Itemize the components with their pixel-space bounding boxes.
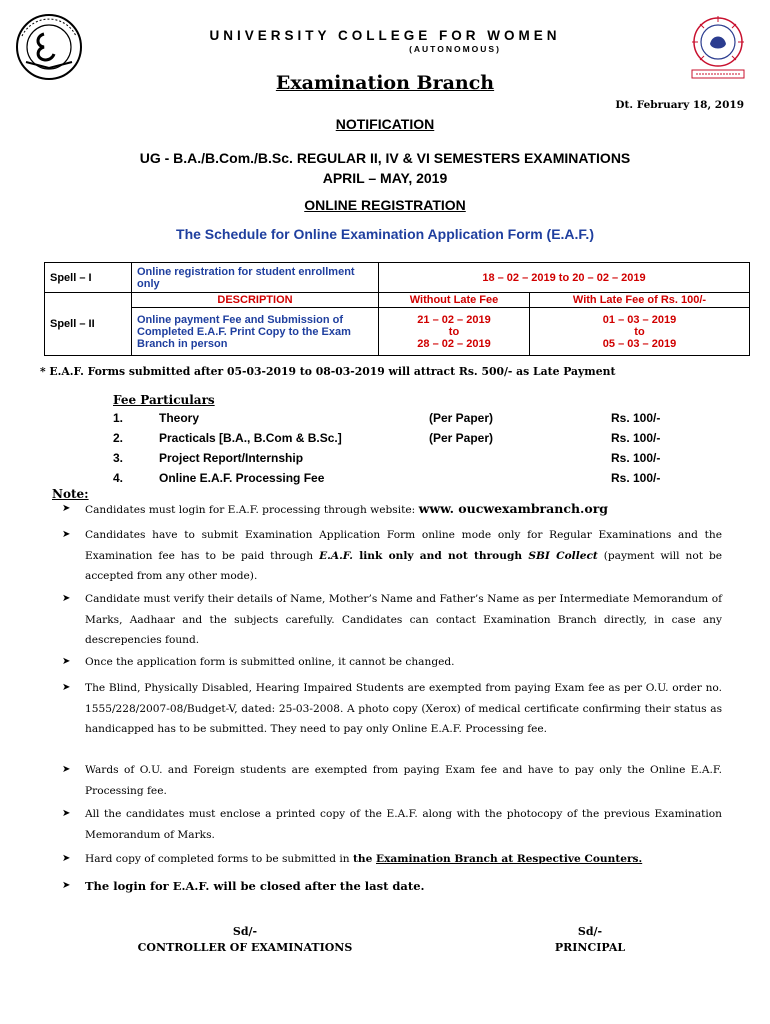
note-item [62, 804, 722, 845]
controller-title: CONTROLLER OF EXAMINATIONS [137, 941, 353, 954]
table-row [45, 263, 750, 293]
note-emphasis: link only and not through [352, 549, 529, 562]
fee-item-name: Online E.A.F. Processing Fee [159, 471, 325, 485]
arrow-bullet-icon: ➤ [62, 593, 71, 604]
arrow-bullet-icon: ➤ [62, 529, 71, 540]
note-heading: Note: [52, 487, 89, 501]
website-link[interactable]: www. oucwexambranch.org [418, 501, 609, 516]
with-late-fee-dates [530, 308, 750, 356]
arrow-bullet-icon: ➤ [62, 880, 71, 891]
exam-title: UG - B.A./B.Com./B.Sc. REGULAR II, IV & VI SEMESTERS EXAMINATIONS [139, 150, 631, 166]
spell2-label: Spell – II [45, 293, 132, 356]
without-late-to-word: to [448, 325, 460, 338]
with-late-to-word: to [634, 325, 645, 338]
note-item [62, 876, 722, 897]
arrow-bullet-icon: ➤ [62, 503, 71, 514]
online-registration-heading: ONLINE REGISTRATION [304, 197, 466, 213]
fee-item-number: 4. [113, 471, 124, 485]
fee-item-number: 1. [113, 411, 124, 425]
notification-heading: NOTIFICATION [335, 116, 435, 132]
table-row [45, 293, 750, 308]
arrow-bullet-icon: ➤ [62, 682, 71, 693]
note-text: All the candidates must enclose a printed copy of the E.A.F. along with the photocopy of the previous Examination Memorandum of Marks. [85, 808, 722, 841]
fee-item-per: (Per Paper) [429, 431, 494, 445]
note-text: Once the application form is submitted online, it cannot be changed. [85, 656, 455, 668]
note-emphasis: the [352, 853, 376, 865]
table-row [45, 308, 750, 356]
note-text: Candidates have to submit Examination Application Form online mode only for Regular Examinations and the Examination fee has to be paid through [85, 529, 722, 562]
note-item [62, 760, 722, 801]
spell2-description: Online payment Fee and Submission of Completed E.A.F. Print Copy to the Exam Branch in person [132, 308, 379, 356]
exam-period: APRIL – MAY, 2019 [322, 170, 448, 186]
fee-item-amount: Rs. 100/- [611, 471, 661, 485]
note-text: The Blind, Physically Disabled, Hearing Impaired Students are exempted from paying Exam fee as per O.U. order no. 1555/228/2007-08/Budget-V, dated: 25-03-2008. A photo copy (Xerox) of medical certificate confirming their status as handicapped has to be submitted. They need to pay only Online E.A.F. Processing fee. [85, 682, 722, 735]
schedule-title: The Schedule for Online Examination Application Form (E.A.F.) [176, 226, 594, 242]
with-late-to: 05 – 03 – 2019 [602, 337, 677, 350]
notification-date: Dt. February 18, 2019 [615, 99, 744, 111]
note-emphasis: Examination Branch at Respective Counters. [376, 853, 643, 865]
fee-item-per: (Per Paper) [429, 411, 494, 425]
without-late-fee-header: Without Late Fee [379, 293, 530, 308]
without-late-to: 28 – 02 – 2019 [417, 337, 491, 350]
without-late-fee-dates [379, 308, 530, 356]
note-item [62, 678, 722, 740]
note-emphasis: SBI Collect [528, 549, 598, 562]
note-emphasis: E.A.F. [319, 549, 353, 562]
spell1-description: Online registration for student enrollment only [132, 263, 379, 293]
arrow-bullet-icon: ➤ [62, 853, 71, 864]
note-item [62, 589, 722, 651]
autonomous-label: (AUTONOMOUS) [409, 44, 501, 54]
note-item [62, 652, 722, 673]
university-name: UNIVERSITY COLLEGE FOR WOMEN [209, 28, 561, 43]
note-item [62, 499, 722, 521]
arrow-bullet-icon: ➤ [62, 656, 71, 667]
controller-signature [100, 924, 390, 956]
fee-item-amount: Rs. 100/- [611, 431, 661, 445]
spell1-dates: 18 – 02 – 2019 to 20 – 02 – 2019 [379, 263, 750, 293]
with-late-fee-header: With Late Fee of Rs. 100/- [530, 293, 750, 308]
fee-item-name: Practicals [B.A., B.Com & B.Sc.] [159, 431, 342, 445]
fee-item-name: Project Report/Internship [159, 451, 304, 465]
note-text: Candidates must login for E.A.F. processing through website: [85, 504, 419, 516]
spell1-label: Spell – I [45, 263, 132, 293]
principal-signature [520, 924, 660, 956]
arrow-bullet-icon: ➤ [62, 808, 71, 819]
without-late-from: 21 – 02 – 2019 [417, 313, 491, 326]
description-header: DESCRIPTION [132, 293, 379, 308]
fee-item-amount: Rs. 100/- [611, 411, 661, 425]
fee-particulars-heading: Fee Particulars [113, 393, 215, 407]
arrow-bullet-icon: ➤ [62, 764, 71, 775]
note-text: The login for E.A.F. will be closed after the last date. [85, 879, 425, 893]
branch-title: Examination Branch [275, 72, 495, 94]
note-text: Candidate must verify their details of Name, Mother’s Name and Father’s Name as per Intermediate Memorandum of Marks, Aadhaar and the subjects carefully. Candidates can contact Examination Branch directly, in case any descrepencies found. [85, 593, 722, 646]
late-payment-note: * E.A.F. Forms submitted after 05-03-2019 to 08-03-2019 will attract Rs. 500/- as Late Payment [40, 365, 616, 378]
fee-item-name: Theory [159, 411, 200, 425]
fee-item-amount: Rs. 100/- [611, 451, 661, 465]
principal-title: PRINCIPAL [554, 941, 626, 954]
schedule-table [44, 262, 750, 356]
note-text: (payment will not be accepted from any other mode). [85, 549, 722, 582]
with-late-from: 01 – 03 – 2019 [602, 313, 677, 326]
principal-sd: Sd/- [577, 925, 603, 938]
note-text: Wards of O.U. and Foreign students are exempted from paying Exam fee and have to pay only the Online E.A.F. Processing fee. [85, 764, 722, 797]
fee-item-number: 3. [113, 451, 124, 465]
note-text: Hard copy of completed forms to be submitted in [85, 853, 353, 865]
note-item [62, 525, 722, 587]
controller-sd: Sd/- [232, 925, 258, 938]
fee-item-number: 2. [113, 431, 124, 445]
note-item [62, 849, 722, 870]
